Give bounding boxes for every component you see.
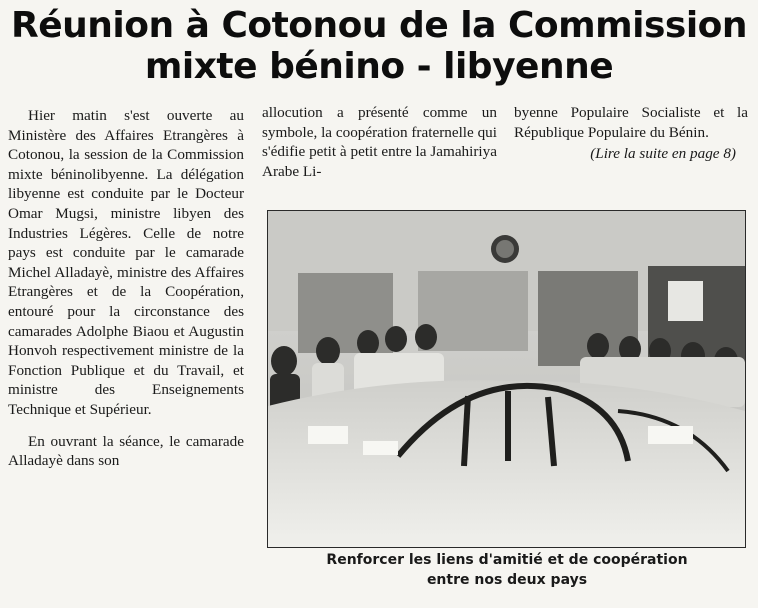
caption-line-1: Renforcer les liens d'amitié et de coopération <box>326 552 688 568</box>
photo-caption <box>262 550 752 590</box>
article-column-1 <box>8 106 244 471</box>
article-column-3 <box>514 103 748 164</box>
article-column-2-text: allocution a présenté comme un symbole, la coopération fraternelle qui s'édifie petit à petit entre la Jamahiriya Arabe Li- <box>262 104 497 180</box>
article-paragraph-2: En ouvrant la séance, le camarade Alladayè dans son <box>8 432 244 470</box>
meeting-photo <box>267 210 746 548</box>
caption-line-2: entre nos deux pays <box>426 572 588 588</box>
article-paragraph-1: Hier matin s'est ouverte au Ministère des Affaires Etrangères à Cotonou, la session de la Commission mixte béninolibyenne. La délégation libyenne est conduite par le Docteur Omar Mugsi, ministre libyen des Industries Légères. Celle de notre pays est conduite par le camarade Michel Alladayè, ministre des Affaires Etrangères et de la Coopération, entouré pour la circonstance des camarades Adolphe Biaou et Augustin Honvoh respectivement ministre de la Fonction Publique et du Travail, et ministre des Enseignements Technique et Supérieur. <box>8 107 244 418</box>
headline-line-1: Réunion à Cotonou de la Commission <box>10 5 748 46</box>
headline-line-2: mixte bénino - libyenne <box>144 46 614 87</box>
article-column-3-text: byenne Populaire Socialiste et la République Populaire du Bénin. <box>514 104 748 141</box>
continued-on-page-note: (Lire la suite en page 8) <box>590 145 736 163</box>
article-headline <box>0 6 758 88</box>
article-column-2 <box>262 103 497 181</box>
